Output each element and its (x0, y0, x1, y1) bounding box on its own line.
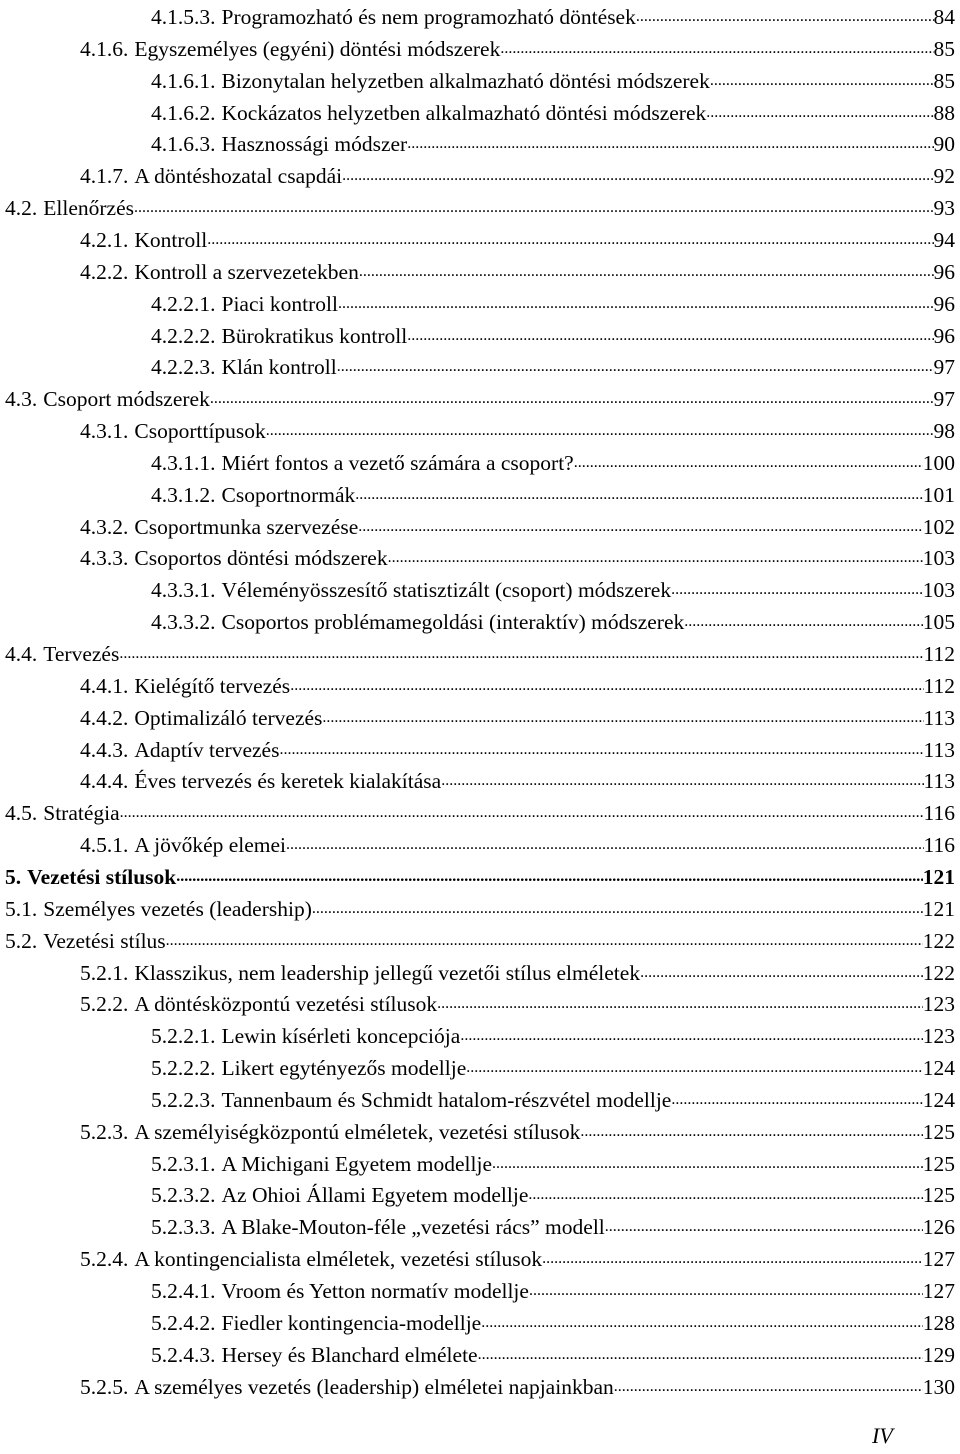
toc-entry-title: Miért fontos a vezető számára a csoport? (221, 450, 574, 475)
toc-entry-page: 90 (933, 132, 955, 157)
toc-entry-number: 4.2.2.1. (151, 291, 216, 316)
toc-entry[interactable] (80, 762, 955, 794)
toc-entry[interactable] (151, 476, 955, 508)
toc-entry-page: 85 (933, 68, 955, 93)
toc-entry-number: 5.2.3.2. (151, 1183, 216, 1208)
toc-entry[interactable] (80, 221, 955, 253)
toc-entry-page: 125 (922, 1151, 955, 1176)
toc-dot-leader (358, 514, 922, 540)
toc-entry-number: 5.2.4.1. (151, 1279, 216, 1303)
toc-entry[interactable] (151, 1208, 955, 1240)
toc-dot-leader (359, 259, 934, 285)
toc-dot-leader (481, 1310, 923, 1336)
toc-entry[interactable] (151, 571, 955, 603)
toc-dot-leader (119, 641, 923, 667)
toc-entry[interactable] (80, 30, 955, 62)
toc-entry-title: Likert egytényezős modellje (221, 1056, 467, 1081)
toc-entry-number: 4.2. (5, 196, 38, 221)
toc-entry-number: 4.3. (5, 387, 38, 412)
toc-entry-page: 92 (933, 164, 955, 189)
toc-entry-number: 4.4.2. (80, 705, 129, 730)
toc-entry-number: 5.2.2. (80, 992, 129, 1017)
toc-entry-title: Tervezés (43, 642, 120, 666)
toc-entry-title: Kielégítő tervezés (134, 673, 291, 698)
toc-entry[interactable] (151, 1049, 955, 1081)
toc-entry-number: 4.4.4. (80, 769, 129, 794)
toc-entry[interactable] (80, 1113, 955, 1145)
toc-entry-title: Tannenbaum és Schmidt hatalom-részvétel modellje (221, 1087, 672, 1112)
toc-dot-leader (290, 673, 923, 699)
toc-entry-title: Fiedler kontingencia-modellje (221, 1310, 482, 1335)
toc-dot-leader (337, 354, 934, 380)
toc-entry-page: 121 (922, 896, 955, 921)
toc-entry[interactable] (80, 985, 955, 1017)
toc-entry-title: Lewin kísérleti koncepciója (221, 1024, 461, 1049)
toc-entry-page: 101 (922, 482, 955, 507)
toc-entry-page: 130 (922, 1374, 955, 1399)
toc-entry-number: 5.2.2.2. (151, 1056, 216, 1081)
toc-entry-number: 4.1.7. (80, 164, 129, 189)
toc-entry-title: A kontingencialista elméletek, vezetési stílusok (134, 1247, 543, 1272)
toc-entry[interactable] (80, 1240, 955, 1272)
toc-entry-title: Az Ohioi Állami Egyetem modellje (221, 1183, 529, 1208)
toc-dot-leader (176, 864, 923, 890)
toc-entry-title: Stratégia (43, 801, 120, 826)
toc-entry-title: Ellenőrzés (43, 196, 134, 221)
toc-entry-page: 128 (922, 1310, 955, 1335)
toc-dot-leader (355, 482, 922, 508)
toc-entry[interactable] (5, 890, 955, 922)
toc-entry-number: 5.2.4.3. (151, 1342, 216, 1367)
toc-dot-leader (710, 68, 934, 94)
toc-dot-leader (286, 832, 924, 858)
toc-entry[interactable] (80, 699, 955, 731)
toc-entry[interactable] (80, 539, 955, 571)
toc-entry-title: A Michigani Egyetem modellje (221, 1151, 492, 1176)
toc-entry[interactable] (151, 317, 955, 349)
toc-entry[interactable] (80, 412, 955, 444)
toc-entry-number: 5.2.1. (80, 960, 129, 985)
toc-entry-page: 124 (922, 1087, 955, 1112)
toc-entry-number: 4.4.3. (80, 737, 129, 762)
toc-entry-title: Vroom és Yetton normatív modellje (221, 1279, 529, 1303)
toc-entry-page: 100 (922, 450, 955, 475)
toc-entry-page: 97 (933, 355, 955, 380)
toc-entry-page: 127 (922, 1279, 955, 1303)
toc-entry[interactable] (151, 1304, 955, 1336)
toc-entry-title: Csoportos döntési módszerek (134, 546, 388, 571)
toc-entry[interactable] (151, 125, 955, 157)
toc-entry-page: 96 (933, 259, 955, 284)
toc-entry-title: Véleményösszesítő statisztizált (csoport) módszerek (221, 578, 672, 603)
toc-entry-title: A Blake-Mouton-féle „vezetési rács” modell (221, 1215, 605, 1240)
toc-entry-page: 85 (933, 36, 955, 61)
toc-entry-number: 5.2.4.2. (151, 1310, 216, 1335)
toc-entry-title: Egyszemélyes (egyéni) döntési módszerek (134, 36, 501, 61)
toc-entry-page: 94 (933, 227, 955, 252)
toc-entry[interactable] (5, 189, 955, 221)
toc-entry[interactable] (151, 285, 955, 317)
toc-entry[interactable] (151, 1145, 955, 1177)
toc-dot-leader (322, 705, 923, 731)
toc-entry-page: 113 (923, 769, 955, 794)
toc-dot-leader (120, 800, 924, 826)
toc-entry-number: 5.2.2.1. (151, 1024, 216, 1049)
toc-entry-title: Csoportnormák (221, 482, 356, 507)
toc-entry[interactable] (151, 1272, 955, 1304)
toc-dot-leader (529, 1278, 923, 1304)
toc-entry-page: 98 (933, 419, 955, 444)
toc-entry-page: 105 (922, 610, 955, 635)
toc-entry[interactable] (151, 1081, 955, 1113)
toc-entry-title: Vezetési stílus (43, 928, 166, 953)
toc-entry[interactable] (80, 508, 955, 540)
toc-entry-page: 122 (922, 960, 955, 985)
toc-entry-page: 102 (922, 514, 955, 539)
toc-entry-number: 4.2.2.3. (151, 355, 216, 380)
toc-entry-title: A döntésközpontú vezetési stílusok (134, 992, 438, 1017)
toc-dot-leader (166, 928, 923, 954)
toc-dot-leader (528, 1182, 922, 1208)
toc-entry-title: Bizonytalan helyzetben alkalmazható döntési módszerek (221, 68, 710, 93)
toc-dot-leader (279, 737, 923, 763)
toc-dot-leader (614, 1374, 923, 1400)
toc-entry[interactable] (80, 826, 955, 858)
toc-dot-leader (671, 1087, 922, 1113)
toc-dot-leader (312, 896, 923, 922)
toc-entry-page: 116 (923, 833, 955, 858)
toc-dot-leader (500, 36, 933, 62)
toc-entry-number: 4.3.1.2. (151, 482, 216, 507)
toc-dot-leader (706, 100, 933, 126)
toc-dot-leader (210, 386, 934, 412)
toc-entry[interactable] (151, 1176, 955, 1208)
toc-entry-title: Hasznossági módszer (221, 132, 408, 157)
toc-dot-leader (574, 450, 923, 476)
toc-entry-title: Optimalizáló tervezés (134, 705, 323, 730)
toc-entry-number: 5.2.4. (80, 1247, 129, 1272)
toc-entry-page: 116 (923, 801, 955, 826)
toc-entry-page: 113 (923, 737, 955, 762)
toc-entry-title: Klán kontroll (221, 355, 337, 380)
toc-dot-leader (466, 1055, 922, 1081)
toc-entry-page: 112 (923, 642, 955, 666)
toc-dot-leader (640, 960, 923, 986)
toc-dot-leader (684, 609, 923, 635)
toc-entry-page: 123 (922, 1024, 955, 1049)
toc-entry-number: 4.5.1. (80, 833, 129, 858)
toc-dot-leader (492, 1151, 923, 1177)
toc-entry-title: Programozható és nem programozható döntések (221, 5, 636, 29)
toc-entry[interactable] (151, 94, 955, 126)
toc-entry-title: Csoport módszerek (43, 387, 210, 412)
toc-entry-title: Piaci kontroll (221, 291, 338, 316)
toc-entry-title: Csoportos problémamegoldási (interaktív) módszerek (221, 610, 685, 635)
toc-entry-title: Csoportmunka szervezése (134, 514, 359, 539)
toc-entry-title: Hersey és Blanchard elmélete (221, 1342, 478, 1367)
toc-entry-page: 122 (922, 928, 955, 953)
toc-dot-leader (605, 1214, 923, 1240)
toc-entry-number: 4.4. (5, 642, 38, 666)
toc-entry-title: Vezetési stílusok (27, 864, 177, 889)
toc-entry[interactable] (151, 348, 955, 380)
toc-dot-leader (342, 163, 933, 189)
toc-dot-leader (437, 991, 923, 1017)
toc-entry[interactable] (80, 667, 955, 699)
toc-entry-page: 129 (922, 1342, 955, 1367)
toc-dot-leader (478, 1342, 923, 1368)
toc-entry-number: 4.3.3. (80, 546, 129, 571)
toc-entry-page: 103 (922, 546, 955, 571)
toc-entry-number: 4.2.1. (80, 227, 129, 252)
toc-entry-number: 5.2.5. (80, 1374, 129, 1399)
toc-entry-number: 5.2. (5, 928, 38, 953)
toc-entry[interactable] (80, 253, 955, 285)
toc-entry-title: Bürokratikus kontroll (221, 323, 408, 348)
toc-entry-page: 113 (923, 705, 955, 730)
toc-entry-page: 124 (922, 1056, 955, 1081)
toc-entry-title: A személyiségközpontú elméletek, vezetési stílusok (134, 1119, 581, 1144)
toc-entry[interactable] (151, 444, 955, 476)
toc-entry[interactable] (5, 380, 955, 412)
toc-entry-number: 4.1.6.3. (151, 132, 216, 157)
toc-entry-number: 5.2.3.1. (151, 1151, 216, 1176)
toc-entry-page: 93 (933, 196, 955, 221)
toc-entry-page: 97 (933, 387, 955, 412)
toc-entry-title: A személyes vezetés (leadership) elméletei napjainkban (134, 1374, 614, 1399)
toc-entry-number: 4.4.1. (80, 673, 129, 698)
toc-dot-leader (207, 227, 933, 253)
toc-entry-number: 4.1.6.2. (151, 100, 216, 125)
toc-entry-number: 4.3.1.1. (151, 450, 216, 475)
toc-entry-number: 4.1.6. (80, 36, 129, 61)
toc-entry-title: Kockázatos helyzetben alkalmazható döntési módszerek (221, 100, 707, 125)
toc-entry[interactable] (151, 1017, 955, 1049)
toc-entry[interactable] (80, 1368, 955, 1400)
toc-entry-number: 4.2.2.2. (151, 323, 216, 348)
toc-entry-number: 4.3.2. (80, 514, 129, 539)
toc-entry[interactable] (151, 1336, 955, 1368)
toc-entry-title: Kontroll a szervezetekben (134, 259, 359, 284)
toc-entry-page: 84 (933, 5, 955, 29)
toc-entry-number: 5.2.2.3. (151, 1087, 216, 1112)
toc-dot-leader (266, 418, 934, 444)
toc-entry-number: 5.1. (5, 896, 38, 921)
toc-entry[interactable] (80, 954, 955, 986)
toc-entry[interactable] (80, 731, 955, 763)
toc-entry-page: 127 (922, 1247, 955, 1272)
toc-entry-title: Adaptív tervezés (134, 737, 280, 762)
toc-entry[interactable] (5, 635, 955, 667)
toc-entry[interactable] (151, 603, 955, 635)
toc-entry[interactable] (5, 858, 955, 890)
toc-entry-page: 121 (922, 864, 955, 889)
toc-entry-page: 88 (933, 100, 955, 125)
toc-dot-leader (407, 131, 933, 157)
toc-dot-leader (636, 4, 934, 30)
toc-entry-page: 103 (922, 578, 955, 603)
toc-entry-page: 112 (923, 673, 955, 698)
toc-entry-title: Személyes vezetés (leadership) (43, 896, 312, 921)
toc-entry-page: 123 (922, 992, 955, 1017)
toc-entry[interactable] (5, 922, 955, 954)
toc-entry-page: 96 (933, 323, 955, 348)
toc-entry-number: 4.2.2. (80, 259, 129, 284)
toc-entry-page: 125 (922, 1119, 955, 1144)
toc-dot-leader (671, 577, 923, 603)
toc-dot-leader (542, 1246, 923, 1272)
toc-entry[interactable] (5, 794, 955, 826)
toc-entry-page: 96 (933, 291, 955, 316)
toc-dot-leader (580, 1119, 922, 1145)
toc-entry-title: Klasszikus, nem leadership jellegű vezetői stílus elméletek (134, 960, 641, 985)
toc-entry-title: Kontroll (134, 227, 208, 252)
toc-entry-number: 4.3.3.2. (151, 610, 216, 635)
toc-dot-leader (441, 768, 923, 794)
toc-entry[interactable] (80, 157, 955, 189)
toc-entry-number: 5.2.3.3. (151, 1215, 216, 1240)
toc-entry-title: Éves tervezés és keretek kialakítása (134, 769, 442, 794)
toc-entry-number: 4.3.1. (80, 419, 129, 444)
toc-entry-page: 126 (922, 1215, 955, 1240)
toc-dot-leader (338, 291, 934, 317)
toc-entry[interactable] (151, 62, 955, 94)
page-number-footer: IV (872, 1423, 893, 1448)
toc-entry[interactable] (151, 0, 955, 30)
toc-entry-title: A döntéshozatal csapdái (134, 164, 343, 189)
toc-entry-number: 5. (5, 864, 22, 889)
toc-dot-leader (388, 545, 923, 571)
toc-entry-number: 4.5. (5, 801, 38, 826)
toc-dot-leader (460, 1023, 922, 1049)
toc-entry-number: 4.3.3.1. (151, 578, 216, 603)
toc-entry-number: 5.2.3. (80, 1119, 129, 1144)
toc-entry-number: 4.1.6.1. (151, 68, 216, 93)
toc-entry-title: A jövőkép elemei (134, 833, 287, 858)
toc-entry-title: Csoporttípusok (134, 419, 266, 444)
toc-entry-number: 4.1.5.3. (151, 5, 216, 29)
toc-dot-leader (407, 323, 933, 349)
toc-dot-leader (134, 195, 934, 221)
toc-entry-page: 125 (922, 1183, 955, 1208)
